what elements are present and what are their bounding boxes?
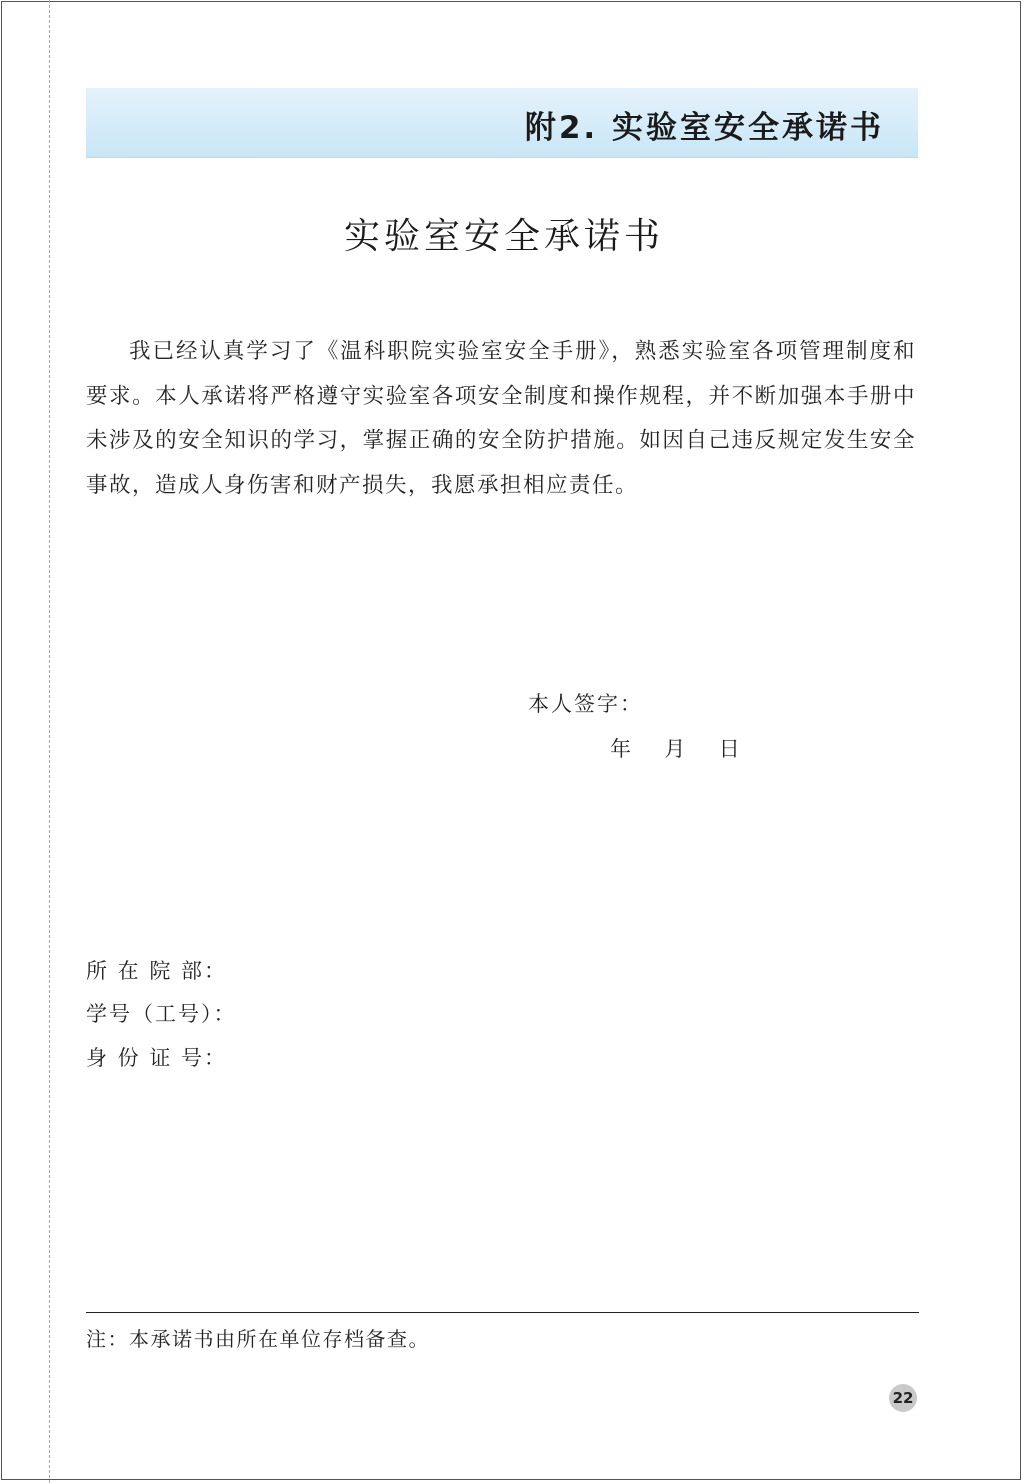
pledge-body-text: 我已经认真学习了《温科职院实验室安全手册》，熟悉实验室各项管理制度和要求。本人承诺将严格遵守实验室各项安全制度和操作规程，并不断加强本手册中未涉及的安全知识的学习，掌握正确的安全防护措施。如因自己违反规定发生安全事故，造成人身伤害和财产损失，我愿承担相应责任。 [86, 339, 916, 498]
section-title: 附2. 实验室安全承诺书 [524, 110, 884, 146]
page-number-badge: 22 [889, 1384, 917, 1412]
department-label: 所 在 院 部： [86, 959, 228, 983]
footnote: 注：本承诺书由所在单位存档备查。 [86, 1327, 430, 1351]
signature-label: 本人签字： [528, 692, 643, 716]
section-header-band [86, 88, 918, 158]
document-title: 实验室安全承诺书 [343, 216, 664, 257]
student-id-label: 学号（工号）： [86, 1002, 237, 1026]
id-card-label: 身 份 证 号： [86, 1046, 228, 1070]
footer-rule [86, 1312, 919, 1313]
date-line: 年 月 日 [610, 737, 740, 761]
